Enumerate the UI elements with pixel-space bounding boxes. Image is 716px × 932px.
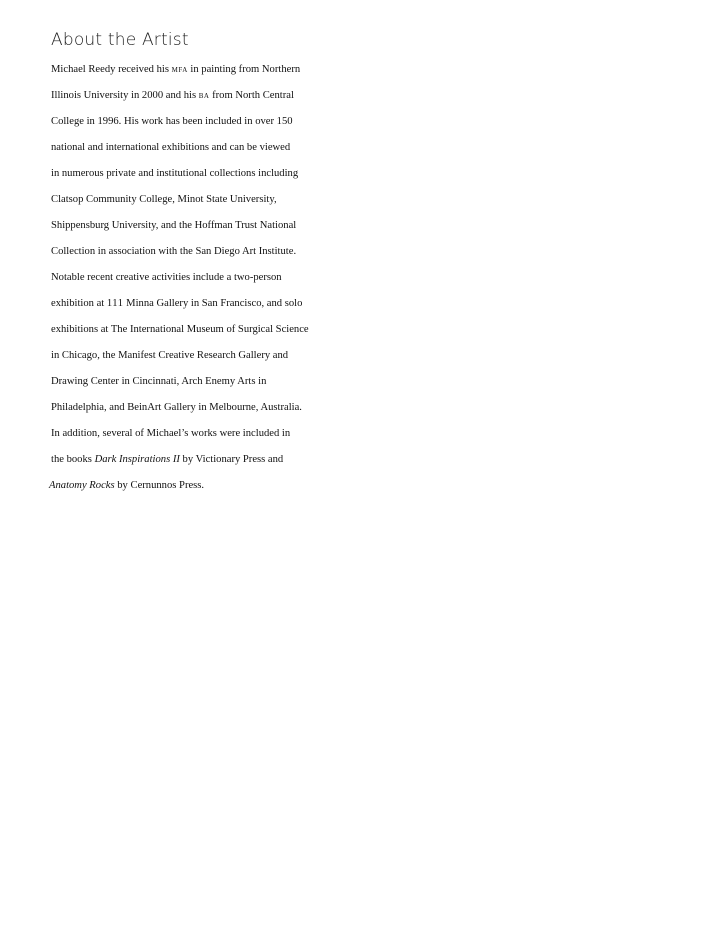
section-heading: About the Artist	[51, 30, 189, 50]
bio-line: In addition, several of Michael’s works were included in	[51, 428, 291, 439]
bio-text: Illinois University in 2000 and his	[51, 90, 199, 101]
bio-text: by Cernunnos Press.	[114, 480, 205, 491]
bio-line	[49, 476, 351, 502]
bio-text: the books	[51, 454, 95, 465]
bio-line: Shippensburg University, and the Hoffman Trust National	[51, 220, 297, 231]
bio-line: Collection in association with the San Diego Art Institute.	[51, 246, 297, 257]
bio-text: from North Central	[209, 90, 294, 101]
bio-line	[51, 86, 351, 112]
bio-line: Clatsop Community College, Minot State University,	[51, 194, 277, 205]
bio-line: in numerous private and institutional collections including	[51, 168, 299, 179]
bio-line: exhibitions at The International Museum of Surgical Science	[51, 324, 309, 335]
bio-text: Michael Reedy received his	[51, 64, 172, 75]
bio-text: in painting from Northern	[187, 64, 301, 75]
bio-line	[51, 294, 351, 320]
bio-line: Philadelphia, and BeinArt Gallery in Melbourne, Australia.	[51, 402, 302, 413]
bio-line	[51, 60, 351, 86]
bio-line: Notable recent creative activities include a two-person	[51, 272, 282, 283]
bio-line: College in 1996. His work has been included in over 150	[51, 116, 293, 127]
degree-abbreviation: mfa	[171, 64, 188, 75]
bio-line	[51, 450, 351, 476]
bio-line: national and international exhibitions and can be viewed	[51, 142, 291, 153]
degree-abbreviation: ba	[198, 90, 210, 101]
bio-text: exhibition at	[51, 298, 107, 309]
artist-biography	[51, 60, 351, 502]
bio-text: Minna Gallery in San Francisco, and solo	[123, 298, 303, 309]
bio-line: in Chicago, the Manifest Creative Research Gallery and	[51, 350, 289, 361]
book-title: Anatomy Rocks	[49, 480, 115, 491]
bio-line: Drawing Center in Cincinnati, Arch Enemy Arts in	[51, 376, 267, 387]
book-title: Dark Inspirations II	[94, 454, 180, 465]
gallery-number: 111	[106, 298, 124, 309]
bio-text: by Victionary Press and	[179, 454, 284, 465]
